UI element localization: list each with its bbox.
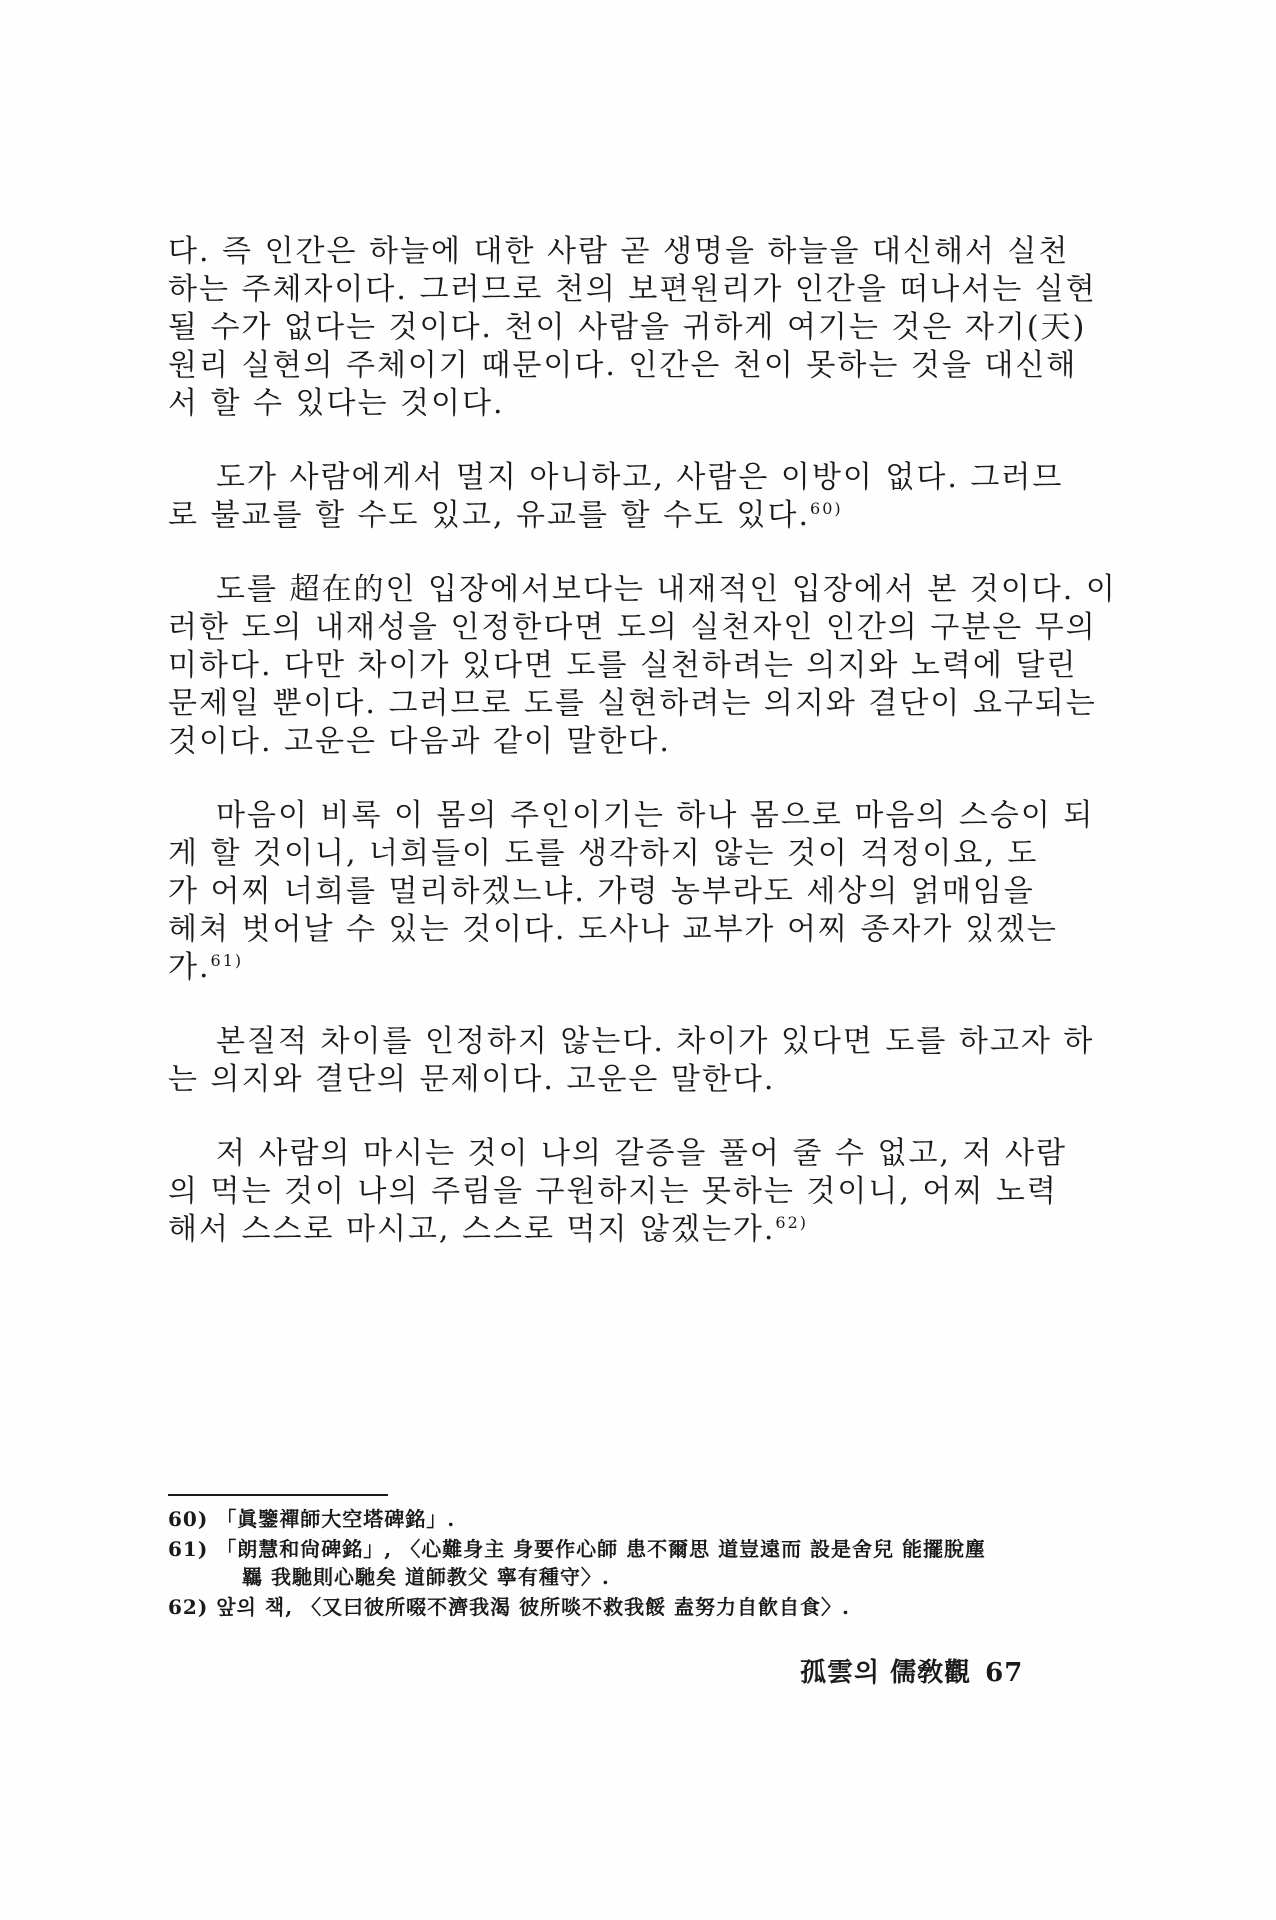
quote-line: 저 사람의 마시는 것이 나의 갈증을 풀어 줄 수 없고, 저 사람 [216, 1136, 1067, 1171]
quote-line [168, 498, 843, 534]
paragraph-line: 하는 주체자이다. 그러므로 천의 보편원리가 인간을 떠나서는 실현 [168, 272, 1097, 307]
running-title: 孤雲의 儒敎觀 [800, 1658, 972, 1688]
running-footer [800, 1652, 1023, 1689]
footnote-62 [168, 1594, 850, 1620]
page-number: 67 [985, 1658, 1024, 1688]
quote-line [168, 950, 243, 986]
footnote-text: 「朗慧和尙碑銘」, 〈心難身主 身要作心師 患不爾思 道豈遠而 設是舍兒 能擺脫塵 [216, 1537, 987, 1561]
footnote-61-continued: 羈 我馳則心馳矣 道師教父 寧有種守〉. [242, 1565, 610, 1589]
footnote-number: 61) [168, 1537, 209, 1561]
quote-line: 도가 사람에게서 멀지 아니하고, 사람은 이방이 없다. 그러므 [216, 460, 1064, 495]
paragraph-line: 본질적 차이를 인정하지 않는다. 차이가 있다면 도를 하고자 하 [216, 1024, 1095, 1059]
footnote-60 [168, 1506, 455, 1532]
paragraph-line: 것이다. 고운은 다음과 같이 말한다. [168, 724, 671, 759]
quote-text: 해서 스스로 마시고, 스스로 먹지 않겠는가. [168, 1212, 776, 1247]
quote-line: 가 어찌 너희를 멀리하겠느냐. 가령 농부라도 세상의 얽매임을 [168, 874, 1035, 909]
paragraph-line: 문제일 뿐이다. 그러므로 도를 실현하려는 의지와 결단이 요구되는 [168, 686, 1097, 721]
quote-line: 마음이 비록 이 몸의 주인이기는 하나 몸으로 마음의 스승이 되 [216, 798, 1095, 833]
paragraph-line: 러한 도의 내재성을 인정한다면 도의 실천자인 인간의 구분은 무의 [168, 610, 1097, 645]
quote-text: 로 불교를 할 수도 있고, 유교를 할 수도 있다. [168, 498, 811, 533]
footnote-number: 60) [168, 1507, 209, 1531]
footnote-ref-61[interactable]: 61) [210, 951, 244, 970]
footnote-ref-60[interactable]: 60) [810, 499, 843, 518]
quote-line [168, 1212, 808, 1248]
footnote-61 [168, 1536, 986, 1562]
paragraph-line: 도를 超在的인 입장에서보다는 내재적인 입장에서 본 것이다. 이 [216, 572, 1117, 607]
footnote-number: 62) [168, 1595, 209, 1619]
paragraph-line: 미하다. 다만 차이가 있다면 도를 실천하려는 의지와 노력에 달린 [168, 648, 1078, 683]
quote-text: 가. [168, 950, 211, 985]
footnote-text: 「眞鑒禪師大空塔碑銘」. [216, 1507, 456, 1531]
paragraph-line: 될 수가 없다는 것이다. 천이 사람을 귀하게 여기는 것은 자기(天) [168, 310, 1087, 345]
paragraph-line: 서 할 수 있다는 것이다. [168, 386, 505, 421]
paragraph-line: 원리 실현의 주체이기 때문이다. 인간은 천이 못하는 것을 대신해 [168, 348, 1078, 383]
footnote-divider [168, 1494, 388, 1496]
paragraph-line: 다. 즉 인간은 하늘에 대한 사람 곧 생명을 하늘을 대신해서 실천 [168, 234, 1070, 269]
quote-line: 헤쳐 벗어날 수 있는 것이다. 도사나 교부가 어찌 종자가 있겠는 [168, 912, 1058, 947]
quote-line: 의 먹는 것이 나의 주림을 구원하지는 못하는 것이니, 어찌 노력 [168, 1174, 1058, 1209]
paragraph-line: 는 의지와 결단의 문제이다. 고운은 말한다. [168, 1062, 776, 1097]
footnote-ref-62[interactable]: 62) [775, 1213, 809, 1232]
footnote-text: 앞의 책, 〈又曰彼所啜不濟我渴 彼所啖不救我餒 盍努力自飮自食〉. [216, 1595, 851, 1619]
quote-line: 게 할 것이니, 너희들이 도를 생각하지 않는 것이 걱정이요, 도 [168, 836, 1039, 871]
